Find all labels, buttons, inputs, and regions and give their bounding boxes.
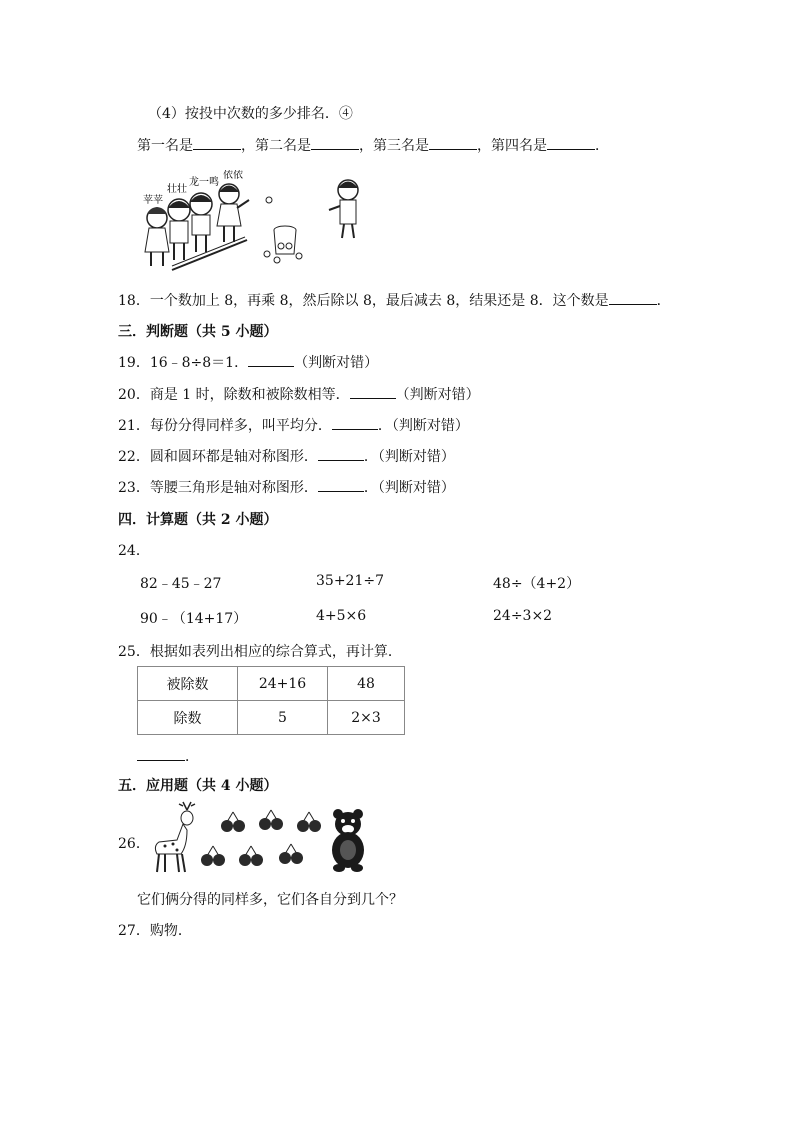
q22-blank[interactable] <box>318 446 364 461</box>
q26-label: 26． <box>118 836 150 852</box>
q27-text: 27．购物． <box>118 923 192 939</box>
q19-text: 19．16﹣8÷8＝1． <box>118 355 249 371</box>
q18-end: ． <box>656 293 671 309</box>
q22-line <box>118 446 455 466</box>
kid-longyiming <box>190 193 212 252</box>
label-pingping: 苹苹 <box>143 195 163 206</box>
q23-line <box>118 477 455 497</box>
kid-zhuangzhuang <box>168 199 190 260</box>
section-5-title: 五．应用题（共 4 小题） <box>118 778 278 794</box>
q20-text: 20．商是 1 时，除数和被除数相等． <box>118 387 350 403</box>
ranking-third-label: ，第三名是 <box>359 138 429 154</box>
q26-question: 它们俩分得的同样多，它们各自分到几个？ <box>137 892 403 908</box>
q24-expr-1: 82﹣45﹣27 <box>140 576 222 592</box>
table-cell: 5 <box>238 701 328 735</box>
q20-suffix: （判断对错） <box>395 387 480 403</box>
section-3-title: 三．判断题（共 5 小题） <box>118 324 278 340</box>
ranking-third-blank[interactable] <box>429 135 477 150</box>
q23-suffix: ．（判断对错） <box>363 480 455 496</box>
table-row <box>138 701 405 735</box>
ranking-second-label: ，第二名是 <box>241 138 311 154</box>
q25-text: 25．根据如表列出相应的综合算式，再计算． <box>118 644 402 660</box>
cherry-icon <box>279 844 303 864</box>
cherry-icon <box>259 810 283 830</box>
q24-label: 24． <box>118 543 150 559</box>
q17-sub4: （4）按投中次数的多少排名．④ <box>148 106 353 122</box>
ball-icon <box>266 197 272 203</box>
kid-referee <box>329 180 358 238</box>
q18-text: 18．一个数加上 8，再乘 8，然后除以 8，最后减去 8，结果还是 8．这个数是 <box>118 293 609 309</box>
deer-icon <box>155 802 195 872</box>
q19-suffix: （判断对错） <box>294 355 379 371</box>
q24-expr-6: 24÷3×2 <box>493 608 553 624</box>
q25-blank[interactable] <box>137 746 185 761</box>
q23-text: 23．等腰三角形是轴对称图形． <box>118 480 318 496</box>
q21-suffix: ．（判断对错） <box>377 418 469 434</box>
ranking-fourth-blank[interactable] <box>547 135 595 150</box>
table-cell: 24+16 <box>238 667 328 701</box>
q20-line <box>118 384 480 404</box>
table-row <box>138 667 405 701</box>
q19-line <box>118 352 378 372</box>
q24-expr-4: 90﹣（14+17） <box>140 611 248 627</box>
table-cell: 被除数 <box>138 667 238 701</box>
table-cell: 2×3 <box>328 701 405 735</box>
kid-pingping <box>145 207 169 266</box>
ranking-first-label: 第一名是 <box>137 138 193 154</box>
q21-text: 21．每份分得同样多，叫平均分． <box>118 418 332 434</box>
q17-ranking-line <box>137 135 609 155</box>
label-longyiming: 龙一鸣 <box>189 177 219 188</box>
q18-line <box>118 290 671 310</box>
bucket-icon <box>264 226 302 263</box>
kid-yiyi <box>217 184 249 242</box>
throwing-kids-figure <box>137 170 377 280</box>
q23-blank[interactable] <box>318 477 364 492</box>
q18-blank[interactable] <box>609 290 657 305</box>
cherry-icon <box>239 846 263 866</box>
q21-blank[interactable] <box>332 415 378 430</box>
q24-expr-5: 4+5×6 <box>316 608 367 624</box>
cherry-icon <box>201 846 225 866</box>
q25-answer-line <box>137 746 199 766</box>
table-cell: 除数 <box>138 701 238 735</box>
q25-table <box>137 666 405 735</box>
ranking-fourth-label: ，第四名是 <box>477 138 547 154</box>
q22-suffix: ．（判断对错） <box>363 449 455 465</box>
cherry-icon <box>221 812 245 832</box>
q19-blank[interactable] <box>248 352 294 367</box>
label-yiyi: 依依 <box>223 170 243 181</box>
table-cell: 48 <box>328 667 405 701</box>
ranking-end: ． <box>595 138 609 154</box>
q24-expr-2: 35+21÷7 <box>316 573 384 589</box>
label-zhuangzhuang: 壮壮 <box>167 184 187 195</box>
ranking-first-blank[interactable] <box>193 135 241 150</box>
q22-text: 22．圆和圆环都是轴对称图形． <box>118 449 318 465</box>
q25-end: ． <box>185 749 199 765</box>
bear-icon <box>332 809 364 872</box>
deer-bear-cherries-figure <box>147 800 372 880</box>
q21-line <box>118 415 469 435</box>
ranking-second-blank[interactable] <box>311 135 359 150</box>
section-4-title: 四．计算题（共 2 小题） <box>118 512 278 528</box>
cherry-icon <box>297 812 321 832</box>
q24-expr-3: 48÷（4+2） <box>493 576 581 592</box>
q20-blank[interactable] <box>350 384 396 399</box>
